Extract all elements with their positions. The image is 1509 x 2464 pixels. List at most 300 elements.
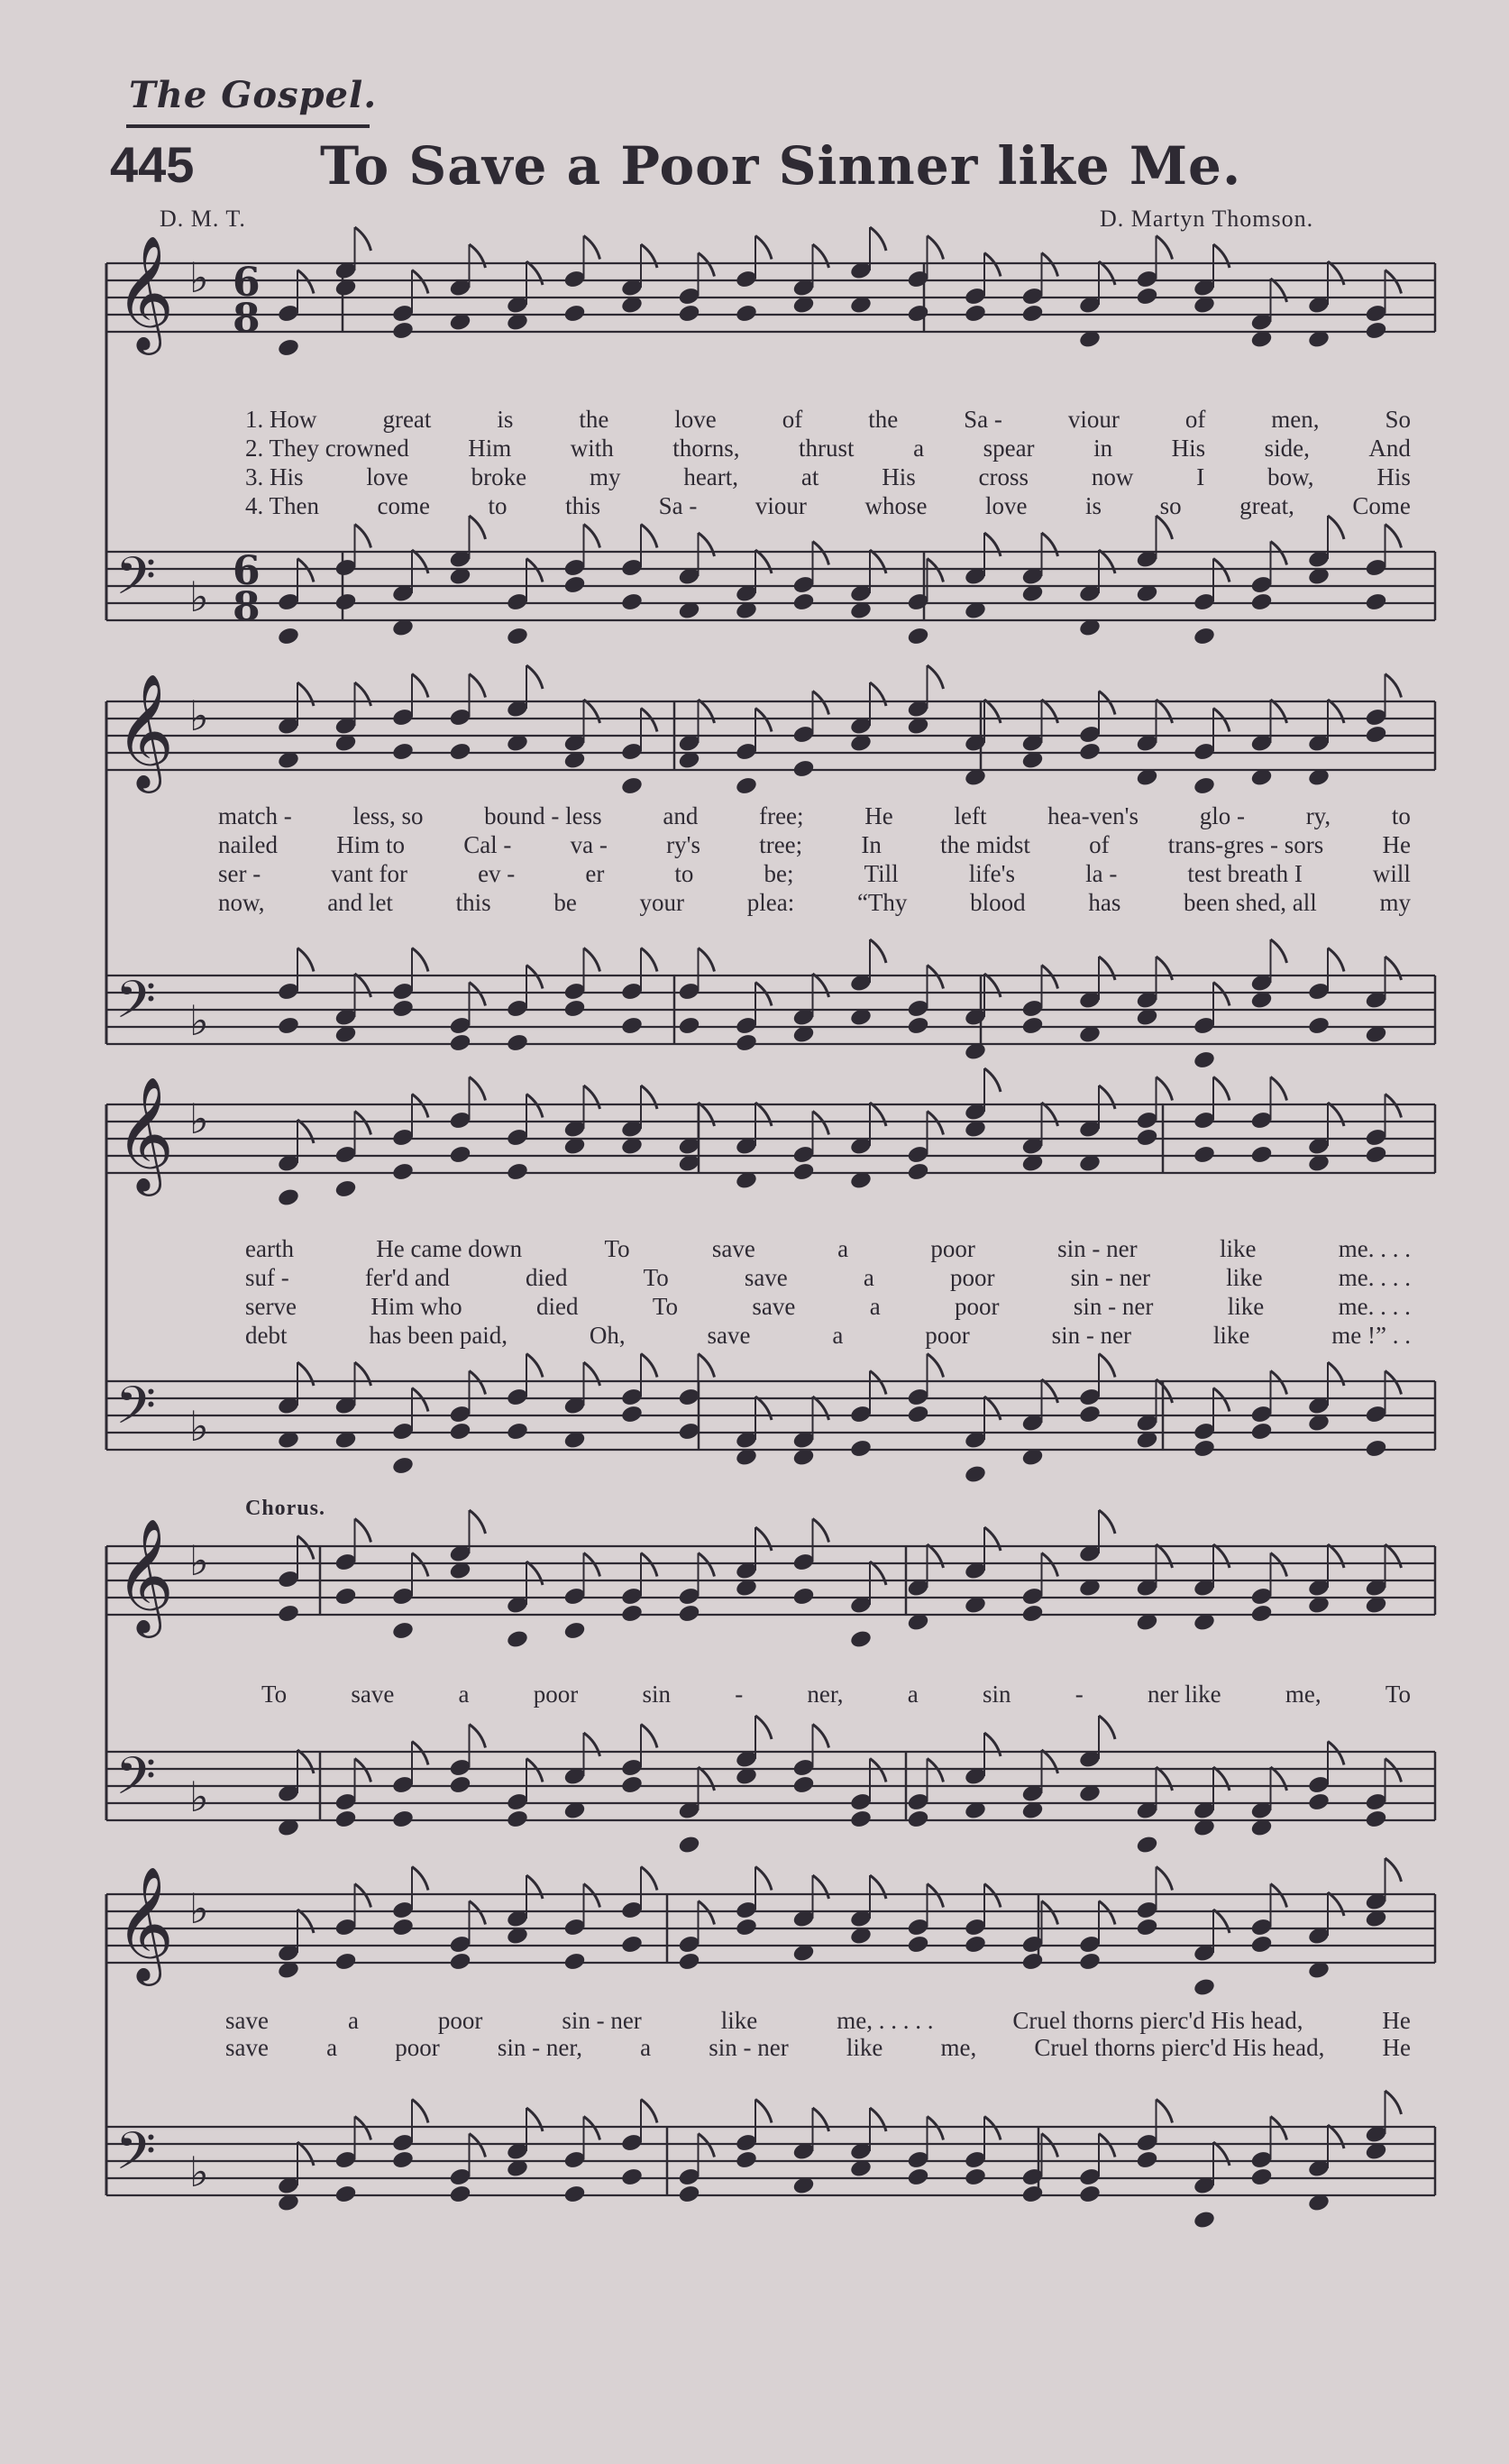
note-flag — [1271, 1884, 1287, 1908]
note-flag — [1386, 1759, 1402, 1782]
note-head — [1020, 2184, 1044, 2204]
lyric-syllable: Cal - — [463, 831, 512, 858]
lyric-syllable: died — [535, 1293, 579, 1320]
note-flag — [1099, 1901, 1115, 1925]
lyric-syllable: ry's — [666, 831, 700, 858]
lyric-syllable: be — [553, 889, 577, 916]
lyric-syllable: His — [1376, 463, 1411, 490]
lyric-line — [245, 435, 1411, 463]
note-flag — [984, 253, 1001, 277]
note-flag — [526, 559, 543, 582]
staff-lines — [106, 234, 1435, 2196]
note-head — [391, 1161, 415, 1182]
lyric-syllable: His — [1171, 435, 1206, 462]
bass-staff-0 — [106, 545, 1435, 621]
lyric-syllable: in — [1093, 435, 1113, 462]
lyric-line — [245, 1293, 1411, 1321]
lyric-syllable: great, — [1239, 492, 1294, 519]
note-head — [735, 1032, 758, 1053]
note-head — [334, 1951, 357, 1972]
lyric-syllable: poor — [955, 1293, 1000, 1320]
lyric-syllable: thrust — [799, 435, 855, 462]
lyric-syllable: like — [720, 2007, 758, 2034]
note-flag — [1099, 2134, 1115, 2157]
note-head — [849, 1629, 873, 1650]
bass-staff-2 — [106, 1375, 1435, 1451]
note-head — [1193, 2210, 1216, 2230]
note-head — [735, 1917, 758, 1937]
note-head — [677, 1951, 700, 1972]
lyric-syllable: plea: — [746, 889, 795, 916]
note-flag — [526, 1875, 543, 1899]
note-flag — [870, 939, 886, 963]
note-flag — [355, 1112, 371, 1135]
note-head — [906, 626, 929, 646]
lyric-syllable: trans-gres - sors — [1167, 831, 1324, 858]
note-flag — [526, 966, 543, 989]
note-head — [391, 320, 415, 341]
lyric-syllable: cross — [978, 463, 1029, 490]
lyric-syllable: now, — [218, 889, 265, 916]
lyric-syllable: save — [711, 1235, 755, 1262]
note-head — [334, 1809, 357, 1829]
note-head — [391, 1620, 415, 1641]
lyric-syllable: hea-ven's — [1047, 802, 1139, 829]
lyric-syllable: me, . . . . . — [837, 2007, 934, 2034]
lyric-syllable: 3. His — [245, 463, 304, 490]
lyric-syllable: save — [351, 1681, 395, 1708]
note-flag — [1328, 1742, 1344, 1765]
note-flag — [984, 2117, 1001, 2140]
note-head — [906, 1015, 929, 1036]
lyric-syllable: a — [869, 1293, 881, 1320]
note-head — [1135, 1917, 1158, 1937]
note-flag — [870, 1759, 886, 1782]
note-head — [1249, 2166, 1273, 2187]
key-flat-icon: ♭ — [189, 996, 209, 1045]
lyric-syllable: thorns, — [672, 435, 740, 462]
lyric-syllable: Sa - — [964, 406, 1002, 433]
lyric-syllable: To — [1385, 1681, 1411, 1708]
lyric-syllable: of — [782, 406, 803, 433]
note-head — [1364, 320, 1387, 341]
note-flag — [1386, 270, 1402, 294]
note-head — [562, 1620, 586, 1641]
treble-clef-icon: 𝄞 — [115, 1517, 175, 1633]
lyric-syllable: Oh, — [589, 1322, 626, 1349]
note-flag — [641, 1725, 657, 1748]
lyric-syllable: like — [846, 2034, 883, 2061]
note-head — [906, 1934, 929, 1955]
note-flag — [355, 1759, 371, 1782]
lyric-line — [218, 860, 1411, 888]
note-flag — [526, 1759, 543, 1782]
note-flag — [1099, 1510, 1115, 1534]
note-flag — [1213, 1077, 1230, 1101]
note-flag — [355, 227, 371, 251]
note-head — [1078, 2184, 1102, 2204]
note-head — [506, 1629, 529, 1650]
section-label: The Gospel. — [129, 74, 378, 116]
note-head — [448, 1032, 471, 1053]
note-head — [677, 2184, 700, 2204]
time-signature-bottom: 8 — [233, 584, 261, 630]
lyric-syllable: 2. They crowned — [245, 435, 409, 462]
note-head — [506, 1809, 529, 1829]
note-head — [334, 1586, 357, 1607]
lyric-syllable: test breath I — [1187, 860, 1303, 887]
notes-group-3 — [277, 939, 1402, 1070]
lyric-syllable: To — [261, 1681, 288, 1708]
lyric-syllable: a — [458, 1681, 470, 1708]
note-head — [735, 2149, 758, 2170]
note-flag — [412, 270, 428, 294]
lyric-syllable: Him who — [370, 1293, 462, 1320]
lyric-syllable: He — [864, 802, 893, 829]
note-flag — [1042, 2134, 1058, 2157]
lyric-syllable: me, — [940, 2034, 977, 2061]
note-head — [448, 1774, 471, 1795]
treble-clef-icon: 𝄞 — [115, 1865, 175, 1981]
lyric-syllable: save — [225, 2007, 269, 2034]
note-head — [1078, 741, 1102, 762]
lyric-syllable: nailed — [218, 831, 278, 858]
note-flag — [584, 525, 600, 548]
lyric-syllable: the — [579, 406, 609, 433]
note-flag — [1271, 1077, 1287, 1101]
lyric-syllable: viour — [1067, 406, 1120, 433]
lyric-syllable: To — [643, 1264, 669, 1291]
note-head — [620, 1603, 644, 1624]
lyric-syllable: will — [1372, 860, 1411, 887]
note-head — [334, 2184, 357, 2204]
note-flag — [755, 1716, 772, 1739]
lyric-syllable: sin - ner — [1070, 1264, 1151, 1291]
note-flag — [870, 227, 886, 251]
note-head — [1249, 591, 1273, 612]
lyric-syllable: great — [382, 406, 432, 433]
note-head — [334, 591, 357, 612]
note-head — [562, 574, 586, 595]
lyric-line — [245, 406, 1411, 434]
lyric-syllable: He — [1382, 831, 1411, 858]
note-flag — [1099, 1716, 1115, 1739]
lyric-syllable: His — [882, 463, 916, 490]
note-head — [906, 1404, 929, 1424]
lyric-syllable: fer'd and — [364, 1264, 450, 1291]
note-flag — [641, 1553, 657, 1577]
key-flat-icon: ♭ — [189, 1536, 209, 1585]
note-head — [791, 591, 815, 612]
note-flag — [928, 236, 944, 260]
note-flag — [584, 236, 600, 260]
lyric-syllable: Him — [468, 435, 512, 462]
note-flag — [1213, 1388, 1230, 1412]
lyric-syllable: Cruel thorns pierc'd His head, — [1034, 2034, 1325, 2061]
note-flag — [1271, 542, 1287, 565]
hymn-title: To Save a Poor Sinner like Me. — [320, 135, 1242, 197]
lyric-syllable: now — [1091, 463, 1134, 490]
lyric-syllable: a — [863, 1264, 874, 1291]
note-flag — [584, 2117, 600, 2140]
key-flat-icon: ♭ — [189, 2148, 209, 2196]
note-head — [391, 2149, 415, 2170]
note-flag — [928, 1759, 944, 1782]
lyric-syllable: poor — [930, 1235, 975, 1262]
note-head — [1249, 1603, 1273, 1624]
note-head — [677, 1015, 700, 1036]
lyric-syllable: me, — [1285, 1681, 1322, 1708]
lyric-syllable: this — [565, 492, 601, 519]
lyric-syllable: your — [639, 889, 685, 916]
lyric-syllable: I — [1196, 463, 1205, 490]
note-head — [1020, 1015, 1044, 1036]
note-head — [906, 303, 929, 324]
note-head — [506, 1161, 529, 1182]
lyric-syllable: sin - ner — [709, 2034, 789, 2061]
lyric-syllable: like — [1227, 1293, 1265, 1320]
note-head — [448, 2184, 471, 2204]
key-flat-icon: ♭ — [189, 572, 209, 621]
note-flag — [699, 1354, 715, 1378]
note-flag — [1213, 1910, 1230, 1933]
lyric-syllable: a — [837, 1235, 849, 1262]
lyric-syllable: Till — [864, 860, 899, 887]
lyric-syllable: He — [1382, 2034, 1411, 2061]
note-head — [506, 1032, 529, 1053]
lyric-syllable: ry, — [1305, 802, 1331, 829]
note-head — [562, 303, 586, 324]
lyric-syllable: To — [652, 1293, 678, 1320]
note-flag — [1213, 983, 1230, 1006]
lyric-syllable: In — [861, 831, 882, 858]
lyric-syllable: poor — [395, 2034, 440, 2061]
note-flag — [813, 1725, 829, 1748]
note-flag — [1042, 1553, 1058, 1577]
note-head — [1135, 2149, 1158, 2170]
note-head — [1364, 591, 1387, 612]
lyric-syllable: bound - less — [484, 802, 602, 829]
note-flag — [412, 1553, 428, 1577]
lyric-syllable: a — [913, 435, 925, 462]
lyric-line — [245, 463, 1411, 491]
note-head — [735, 303, 758, 324]
note-flag — [928, 966, 944, 989]
note-head — [562, 998, 586, 1019]
note-head — [1135, 1127, 1158, 1148]
lyric-syllable: me. . . . — [1338, 1264, 1411, 1291]
lyric-syllable: glo - — [1199, 802, 1245, 829]
lyric-syllable: love — [674, 406, 717, 433]
note-flag — [1271, 2117, 1287, 2140]
notes-group-5 — [277, 1354, 1402, 1485]
lyric-syllable: heart, — [683, 463, 739, 490]
note-head — [1193, 775, 1216, 796]
note-flag — [1099, 692, 1115, 715]
note-flag — [813, 542, 829, 565]
note-flag — [1328, 1892, 1344, 1916]
time-signature-bottom: 8 — [233, 296, 261, 342]
note-head — [791, 1586, 815, 1607]
lyric-syllable: me !” . . — [1331, 1322, 1411, 1349]
lyric-syllable: poor — [949, 1264, 995, 1291]
lyric-syllable: left — [954, 802, 987, 829]
note-flag — [412, 1867, 428, 1891]
note-flag — [1386, 1371, 1402, 1395]
note-flag — [1271, 1371, 1287, 1395]
lyric-syllable: To — [604, 1235, 630, 1262]
lyric-syllable: viour — [754, 492, 807, 519]
lyric-syllable: poor — [925, 1322, 970, 1349]
note-flag — [984, 1068, 1001, 1092]
lyric-syllable: 4. Then — [245, 492, 319, 519]
note-flag — [928, 559, 944, 582]
lyric-syllable: earth — [245, 1235, 294, 1262]
lyric-syllable: my — [1379, 889, 1411, 916]
note-head — [791, 1161, 815, 1182]
note-flag — [297, 2142, 314, 2166]
lyric-syllable: a — [347, 2007, 359, 2034]
lyric-syllable: 1. How — [245, 406, 317, 433]
note-head — [277, 1603, 300, 1624]
lyric-syllable: ser - — [218, 860, 261, 887]
note-flag — [355, 1884, 371, 1908]
note-flag — [641, 948, 657, 972]
note-flag — [1099, 1354, 1115, 1378]
lyric-syllable: ner, — [807, 1681, 844, 1708]
key-flat-icon: ♭ — [189, 253, 209, 302]
lyric-syllable: Sa - — [658, 492, 698, 519]
lyric-syllable: vant for — [331, 860, 408, 887]
lyric-syllable: me. . . . — [1338, 1293, 1411, 1320]
note-head — [1193, 1438, 1216, 1459]
lyric-line — [218, 889, 1411, 917]
lyric-syllable: my — [589, 463, 621, 490]
note-head — [448, 1951, 471, 1972]
note-flag — [1157, 236, 1173, 260]
note-head — [964, 2166, 987, 2187]
note-flag — [526, 2108, 543, 2131]
note-flag — [470, 1510, 486, 1534]
note-head — [677, 1835, 700, 1855]
lyric-syllable: men, — [1271, 406, 1320, 433]
note-flag — [1386, 1095, 1402, 1118]
note-head — [1193, 1144, 1216, 1165]
note-head — [906, 1161, 929, 1182]
treble-staff-2 — [106, 1076, 1435, 1196]
note-head — [849, 1809, 873, 1829]
note-flag — [928, 1112, 944, 1135]
lyric-syllable: sin - ner — [1073, 1293, 1154, 1320]
note-head — [964, 1934, 987, 1955]
chorus-label: Chorus. — [245, 1497, 326, 1520]
lyric-syllable: blood — [970, 889, 1026, 916]
note-flag — [641, 525, 657, 548]
note-flag — [355, 1519, 371, 1543]
lyric-line — [245, 1264, 1411, 1292]
note-flag — [813, 1875, 829, 1899]
lyric-syllable: at — [800, 463, 819, 490]
note-flag — [641, 1867, 657, 1891]
lyric-line — [218, 831, 1411, 859]
time-signature-top: 6 — [233, 548, 261, 594]
lyric-syllable: died — [526, 1264, 568, 1291]
bass-clef-icon: 𝄢 — [115, 1375, 157, 1449]
treble-clef-icon: 𝄞 — [115, 673, 175, 788]
note-head — [562, 2184, 586, 2204]
note-flag — [1042, 966, 1058, 989]
lyric-syllable: poor — [533, 1681, 579, 1708]
note-head — [1020, 1603, 1044, 1624]
lyric-line — [225, 2007, 1411, 2035]
note-flag — [699, 1553, 715, 1577]
lyric-syllable: to — [1391, 802, 1411, 829]
note-head — [1193, 1977, 1216, 1998]
note-flag — [984, 1884, 1001, 1908]
note-flag — [1042, 253, 1058, 277]
note-flag — [641, 2100, 657, 2123]
note-head — [277, 626, 300, 646]
note-flag — [1213, 709, 1230, 732]
note-flag — [928, 1884, 944, 1908]
note-flag — [1042, 1901, 1058, 1925]
note-head — [448, 741, 471, 762]
note-head — [1020, 1951, 1044, 1972]
lyric-syllable: the midst — [940, 831, 1030, 858]
bass-clef-icon: 𝄢 — [115, 2121, 157, 2194]
note-flag — [1386, 525, 1402, 548]
note-flag — [928, 665, 944, 689]
hymn-number: 445 — [110, 136, 195, 193]
lyric-syllable: me. . . . — [1338, 1235, 1411, 1262]
note-head — [1249, 1934, 1273, 1955]
note-flag — [297, 270, 314, 294]
note-flag — [641, 709, 657, 732]
note-flag — [584, 948, 600, 972]
notes-group-1 — [277, 516, 1402, 646]
lyric-syllable: ner like — [1147, 1681, 1221, 1708]
note-flag — [1157, 1867, 1173, 1891]
note-head — [620, 1774, 644, 1795]
lyric-syllable: sin — [982, 1681, 1011, 1708]
note-flag — [412, 1388, 428, 1412]
bass-clef-icon: 𝄢 — [115, 545, 157, 619]
note-flag — [870, 2108, 886, 2131]
note-flag — [1213, 559, 1230, 582]
note-head — [1364, 724, 1387, 745]
note-head — [1078, 1404, 1102, 1424]
lyric-syllable: side, — [1264, 435, 1310, 462]
lyric-syllable: has been paid, — [369, 1322, 508, 1349]
lyric-syllable: love — [984, 492, 1028, 519]
music-credit: D. Martyn Thomson. — [1100, 206, 1314, 232]
lyric-syllable: save — [744, 1264, 788, 1291]
lyric-syllable: sin - ner — [1057, 1235, 1138, 1262]
lyric-syllable: - — [735, 1681, 744, 1708]
note-flag — [1386, 674, 1402, 698]
note-head — [277, 1015, 300, 1036]
bass-clef-icon: 𝄢 — [115, 969, 157, 1043]
note-head — [1249, 1421, 1273, 1442]
note-flag — [470, 1725, 486, 1748]
lyric-line — [261, 1681, 1411, 1708]
lyric-line — [245, 1322, 1411, 1350]
note-flag — [526, 1354, 543, 1378]
note-head — [620, 1934, 644, 1955]
lyric-syllable: sin — [642, 1681, 671, 1708]
lyric-syllable: so — [1159, 492, 1182, 519]
note-head — [677, 1603, 700, 1624]
